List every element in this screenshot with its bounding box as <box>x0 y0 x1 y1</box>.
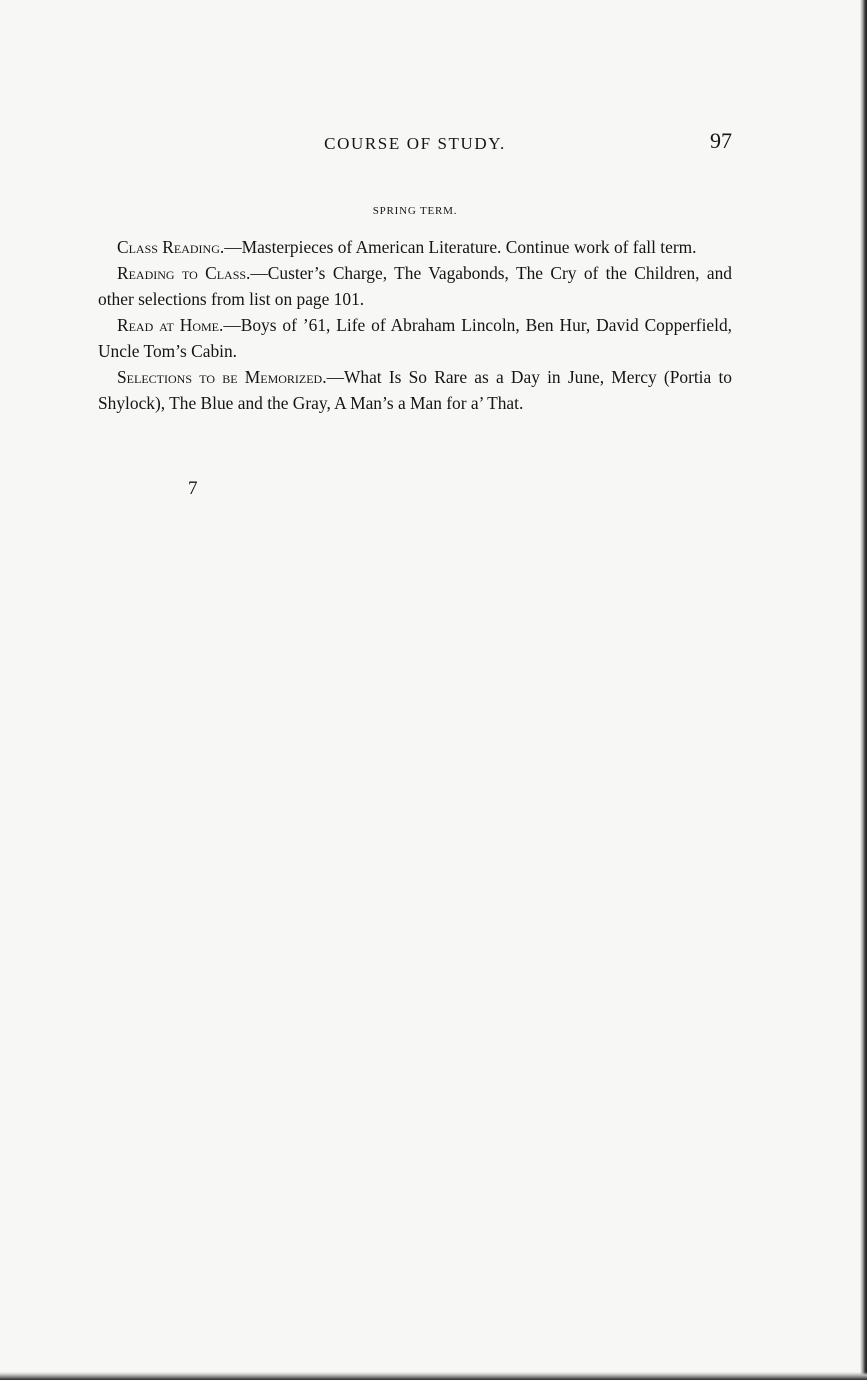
page-bottom-edge <box>0 1372 867 1380</box>
paragraph-lead: Class Reading. <box>117 237 225 257</box>
signature-mark: 7 <box>188 478 198 499</box>
paragraph-text: —Boys of ’61, Life of Abraham Lincoln, Ben Hur, David Copperfield, Uncle Tom’s Cabin. <box>98 315 732 361</box>
paragraph-reading-to-class <box>98 260 732 312</box>
section-heading: SPRING TERM. <box>372 205 458 217</box>
paragraph-lead: Read at Home. <box>117 315 224 335</box>
page-number: 97 <box>710 128 732 153</box>
page-binding-edge <box>860 0 867 1380</box>
paragraph-text: —What Is So Rare as a Day in June, Mercy (Portia to Shylock), The Blue and the Gray, A Man’s a Man for a’ That. <box>98 367 732 413</box>
paragraph-lead: Selections to be Memorized. <box>117 367 327 387</box>
running-title: COURSE OF STUDY. <box>324 134 506 153</box>
paragraph-text: —Masterpieces of American Literature. Continue work of fall term. <box>224 237 697 257</box>
running-header <box>98 128 732 162</box>
document-body <box>98 234 732 416</box>
paragraph-class-reading <box>98 234 732 260</box>
paragraph-lead: Reading to Class. <box>117 263 251 283</box>
paragraph-selections-memorized <box>98 364 732 416</box>
paragraph-text: —Custer’s Charge, The Vagabonds, The Cry of the Children, and other selections from list on page 101. <box>98 263 732 309</box>
paragraph-read-at-home <box>98 312 732 364</box>
